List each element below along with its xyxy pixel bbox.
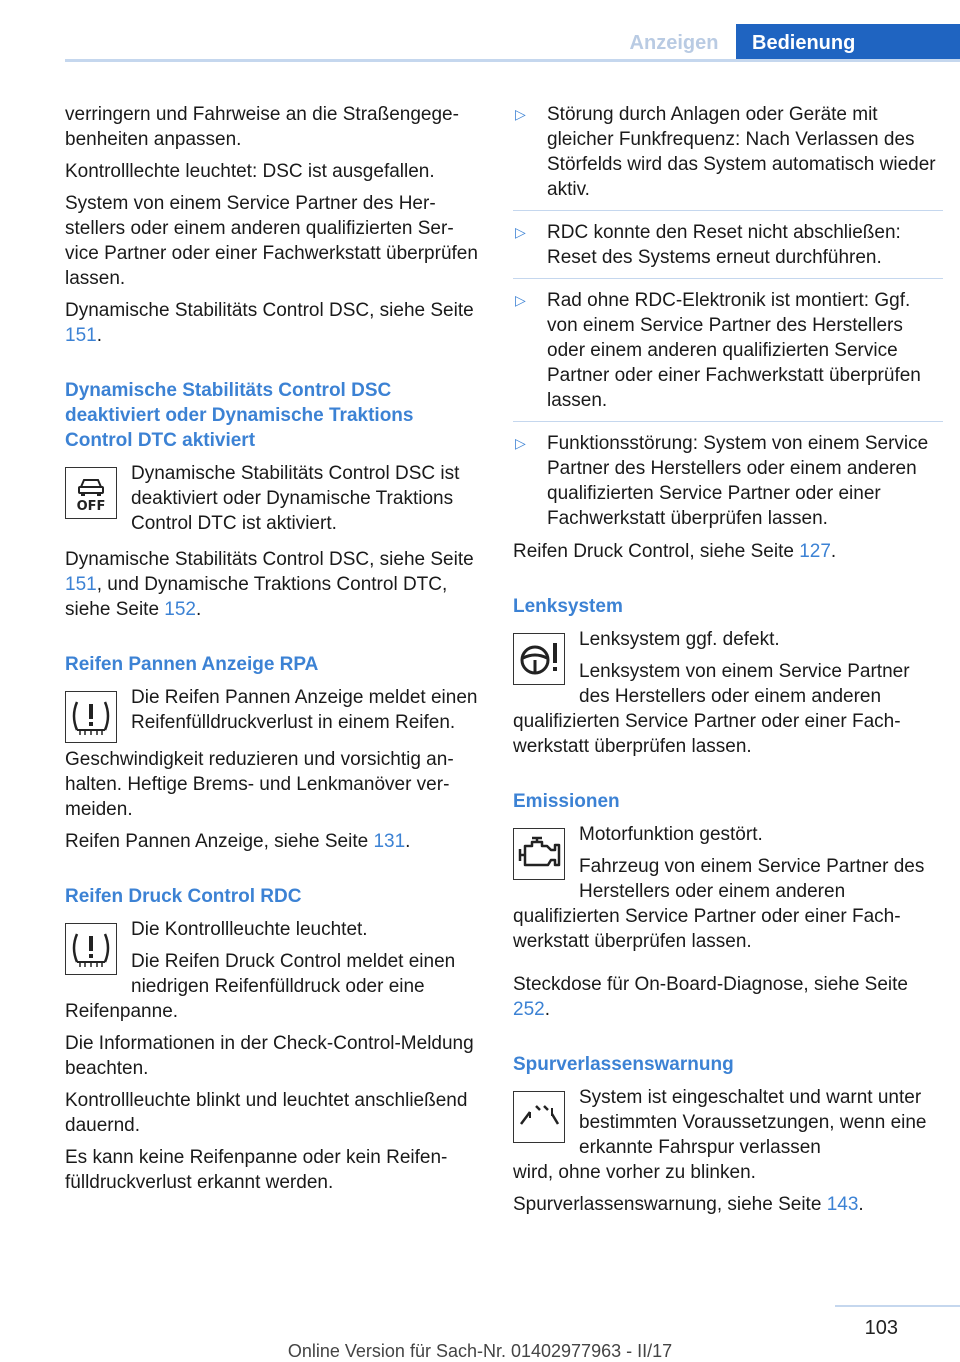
- page-link[interactable]: 151: [65, 325, 97, 346]
- lane-departure-warning-icon: [513, 1091, 565, 1143]
- list-item: [513, 102, 943, 202]
- text: Dynamische Stabilitäts Control DSC, siehe Seite: [65, 549, 474, 570]
- bullet-marker: ▷: [515, 224, 526, 240]
- list-item-text: Funktionsstörung: System von einem Service Partner des Herstellers oder einem anderen qualifizierten Service Partner oder einer Fachwerkstatt überprüfen lassen.: [547, 433, 929, 529]
- paragraph: Die Reifen Pannen Anzeige meldet einen Reifenfülldruckverlust in einem Reifen.: [131, 687, 478, 733]
- icon-block-lenksystem: [513, 627, 943, 709]
- paragraph: Kontrolllechte leuchtet: DSC ist ausgefallen.: [65, 161, 435, 182]
- list-divider: [513, 278, 943, 279]
- paragraph: Fahrzeug von einem Service Partner des Herstellers oder einem anderen: [579, 856, 925, 902]
- bullet-marker: ▷: [515, 106, 526, 122]
- text: .: [405, 831, 411, 852]
- text: , und Dynamische Traktions Control DTC, siehe Seite: [65, 574, 448, 620]
- text: Reifen Druck Control, siehe Seite: [513, 541, 800, 562]
- footer-online-version: Online Version für Sach-Nr. 01402977963 - II/17: [287, 1341, 673, 1361]
- bullet-marker: ▷: [515, 435, 526, 451]
- left-column: [65, 102, 480, 1202]
- text: .: [96, 325, 102, 346]
- paragraph: Lenksystem von einem Service Partner des Herstellers oder einem anderen: [579, 661, 910, 707]
- list-item-text: RDC konnte den Reset nicht abschließen: Reset des Systems erneut durchführen.: [547, 222, 901, 268]
- paragraph: verringern und Fahrweise an die Straßengegebenheiten anpassen.: [65, 104, 459, 150]
- right-column: [513, 102, 943, 1224]
- icon-label: OFF: [76, 499, 106, 514]
- page-link[interactable]: 252: [513, 999, 545, 1020]
- paragraph: [65, 298, 480, 348]
- paragraph: Geschwindigkeit reduzieren und vorsichtig anhalten. Heftige Brems- und Lenkmanöver vermeiden.: [65, 749, 454, 820]
- page-link[interactable]: 143: [826, 1194, 859, 1215]
- page-link[interactable]: 152: [164, 599, 196, 620]
- section-heading-lenksystem: Lenksystem: [513, 596, 623, 617]
- page-link[interactable]: 127: [799, 541, 831, 562]
- list-item: [513, 220, 943, 270]
- paragraph: Die Reifen Druck Control meldet einen niedrigen Reifenfülldruck oder eine: [131, 951, 456, 997]
- text: .: [858, 1194, 864, 1215]
- list-divider: [513, 421, 943, 422]
- page-link[interactable]: 151: [65, 574, 97, 595]
- paragraph: Dynamische Stabilitäts Control DSC ist deaktiviert oder Dynamische Traktions Control DTC ist aktiviert.: [131, 463, 460, 534]
- paragraph: wird, ohne vorher zu blinken.: [513, 1162, 756, 1183]
- text: .: [544, 999, 550, 1020]
- section-heading-rdc: Reifen Druck Control RDC: [65, 886, 302, 907]
- text: .: [196, 599, 202, 620]
- tab-bedienung[interactable]: Bedienung: [736, 24, 960, 62]
- section-heading-dsc: Dynamische Stabilitäts Control DSC deaktiviert oder Dynamische Traktions Control DTC aktiviert: [65, 380, 414, 451]
- paragraph: Es kann keine Reifenpanne oder kein Reifenfülldruckverlust erkannt werden.: [65, 1147, 448, 1193]
- paragraph: Kontrollleuchte blinkt und leuchtet anschließend dauernd.: [65, 1090, 468, 1136]
- paragraph: Die Kontrollleuchte leuchtet.: [131, 919, 368, 940]
- list-item: [513, 288, 943, 413]
- tire-pressure-warning-icon: [65, 691, 117, 743]
- list-item-text: Rad ohne RDC-Elektronik ist montiert: Ggf. von einem Service Partner des Herstellers oder einem anderen qualifizierten Service Partner oder einer Fachwerkstatt überprüfen lassen.: [547, 290, 921, 411]
- engine-check-icon: [513, 828, 565, 880]
- text: Reifen Pannen Anzeige, siehe Seite: [65, 831, 374, 852]
- paragraph: qualifizierten Service Partner oder einer Fachwerkstatt überprüfen lassen.: [513, 711, 901, 757]
- text: Spurverlassenswarnung, siehe Seite: [513, 1194, 827, 1215]
- paragraph: Lenksystem ggf. defekt.: [579, 629, 780, 650]
- footer-rule: [835, 1305, 960, 1307]
- list-divider: [513, 210, 943, 211]
- paragraph: [513, 972, 943, 1022]
- tab-anzeigen[interactable]: Anzeigen: [629, 32, 719, 54]
- icon-block-rpa: [65, 685, 480, 743]
- section-heading-rpa: Reifen Pannen Anzeige RPA: [65, 654, 319, 675]
- tire-pressure-warning-icon: [65, 923, 117, 975]
- icon-block-emissionen: [513, 822, 943, 904]
- paragraph: Reifenpanne.: [65, 1001, 179, 1022]
- dsc-off-icon: [65, 467, 117, 519]
- text: .: [830, 541, 837, 562]
- paragraph: System von einem Service Partner des Herstellers oder einem anderen qualifizierten Service Partner oder einer Fachwerkstatt überprüfen lassen.: [65, 193, 478, 289]
- paragraph: Die Informationen in der Check-Control-Meldung beachten.: [65, 1033, 474, 1079]
- steering-warning-icon: [513, 633, 565, 685]
- paragraph: System ist eingeschaltet und warnt unter bestimmten Voraussetzungen, wenn eine erkannte Fahrspur verlassen: [579, 1087, 927, 1158]
- section-heading-spurverlassenswarnung: Spurverlassenswarnung: [513, 1054, 734, 1075]
- icon-block-spurverlassenswarnung: [513, 1085, 943, 1160]
- paragraph: [65, 547, 480, 622]
- icon-block-rdc: [65, 917, 480, 999]
- list-item: [513, 431, 943, 531]
- icon-block-dsc: [65, 461, 480, 543]
- page-header: [0, 0, 960, 62]
- page-link[interactable]: 131: [373, 831, 406, 852]
- header-rule: [65, 59, 960, 62]
- paragraph: Motorfunktion gestört.: [579, 824, 763, 845]
- paragraph: [513, 539, 943, 564]
- bullet-marker: ▷: [515, 292, 526, 308]
- text: Steckdose für On-Board-Diagnose, siehe Seite: [513, 974, 908, 995]
- list-item-text: Störung durch Anlagen oder Geräte mit gleicher Funkfrequenz: Nach Verlassen des Störfelds wird das System automatisch wieder aktiv.: [547, 104, 936, 200]
- text: Dynamische Stabilitäts Control DSC, siehe Seite: [65, 300, 474, 321]
- paragraph: qualifizierten Service Partner oder einer Fachwerkstatt überprüfen lassen.: [513, 906, 901, 952]
- section-heading-emissionen: Emissionen: [513, 791, 620, 812]
- paragraph: [65, 829, 480, 854]
- paragraph: [513, 1192, 943, 1217]
- page-number: 103: [864, 1317, 898, 1339]
